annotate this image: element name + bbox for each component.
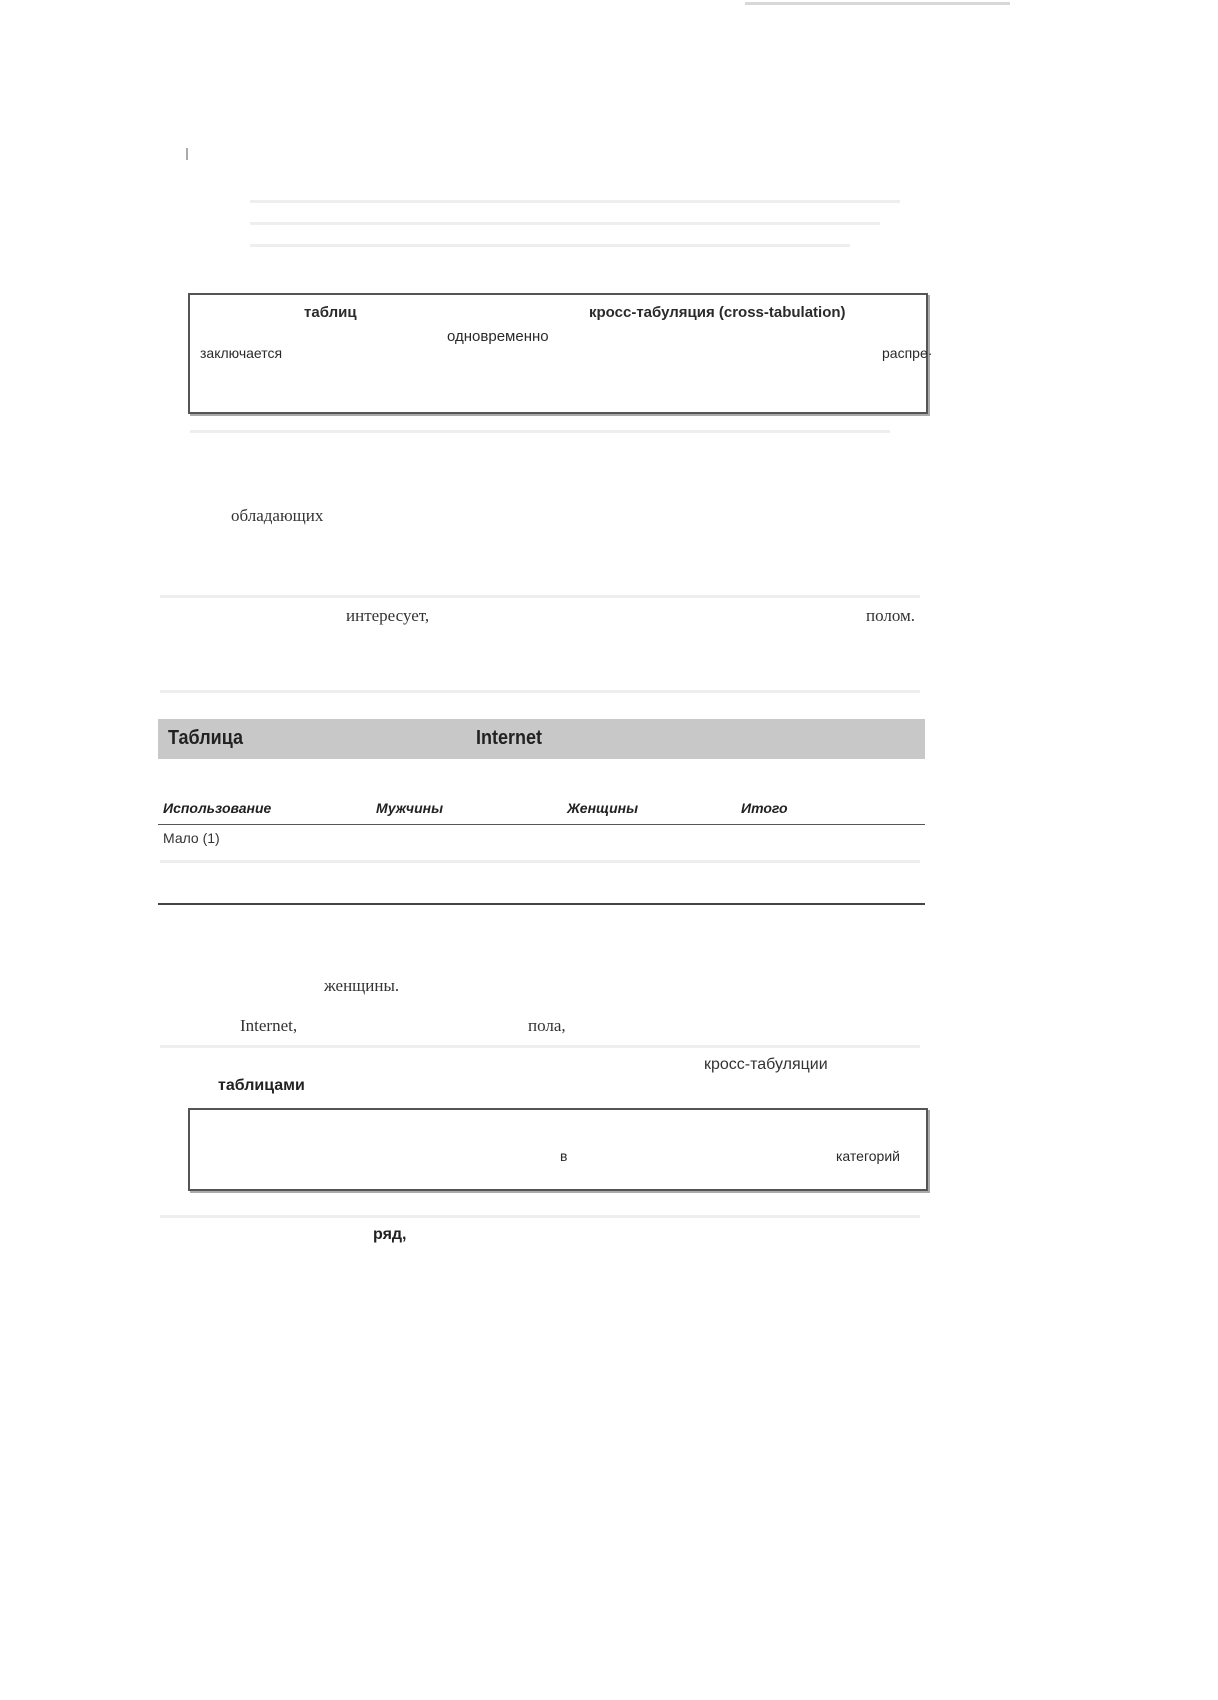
definition-box-crosstab [188,293,933,414]
word-possessing: обладающих [231,506,324,525]
faded-line [160,595,920,598]
faded-line [190,430,890,433]
term-tables: таблиц [304,304,357,321]
definition-box-categories [188,1108,928,1191]
column-header-usage: Использование [163,800,272,816]
word-row: ряд, [373,1226,407,1243]
faded-line [250,244,850,247]
word-distribution: распре· [882,345,933,361]
table-title-word-internet: Internet [476,727,543,749]
table-title-word-table: Таблица [168,727,244,749]
word-in: в [560,1148,568,1164]
word-internet: Internet, [240,1016,298,1035]
faded-line [160,690,920,693]
margin-mark [186,148,188,160]
table-bottom-rule [158,903,925,905]
word-interests: интересует, [346,606,430,625]
word-tables-bold: таблицами [218,1077,305,1094]
faded-line [160,1045,920,1048]
word-women: женщины. [324,976,400,995]
column-header-women: Женщины [567,800,639,816]
table-title-bar [158,719,925,759]
top-rule [745,2,1010,5]
faded-line [160,1215,920,1218]
term-crosstab: кросс-табуляция (cross-tabulation) [589,304,846,321]
word-sex: пола, [528,1016,566,1035]
table-row-label: Мало (1) [163,830,220,846]
word-gender: полом. [866,606,916,625]
word-categories: категорий [836,1148,900,1164]
faded-line [160,860,920,863]
column-header-men: Мужчины [376,800,444,816]
table-header-rule [158,824,925,825]
column-header-total: Итого [741,800,788,816]
faded-line [250,222,880,225]
word-consists: заключается [200,345,283,361]
word-simultaneously: одновременно [447,328,549,345]
word-crosstab: кросс-табуляции [704,1056,828,1073]
faded-line [250,200,900,203]
